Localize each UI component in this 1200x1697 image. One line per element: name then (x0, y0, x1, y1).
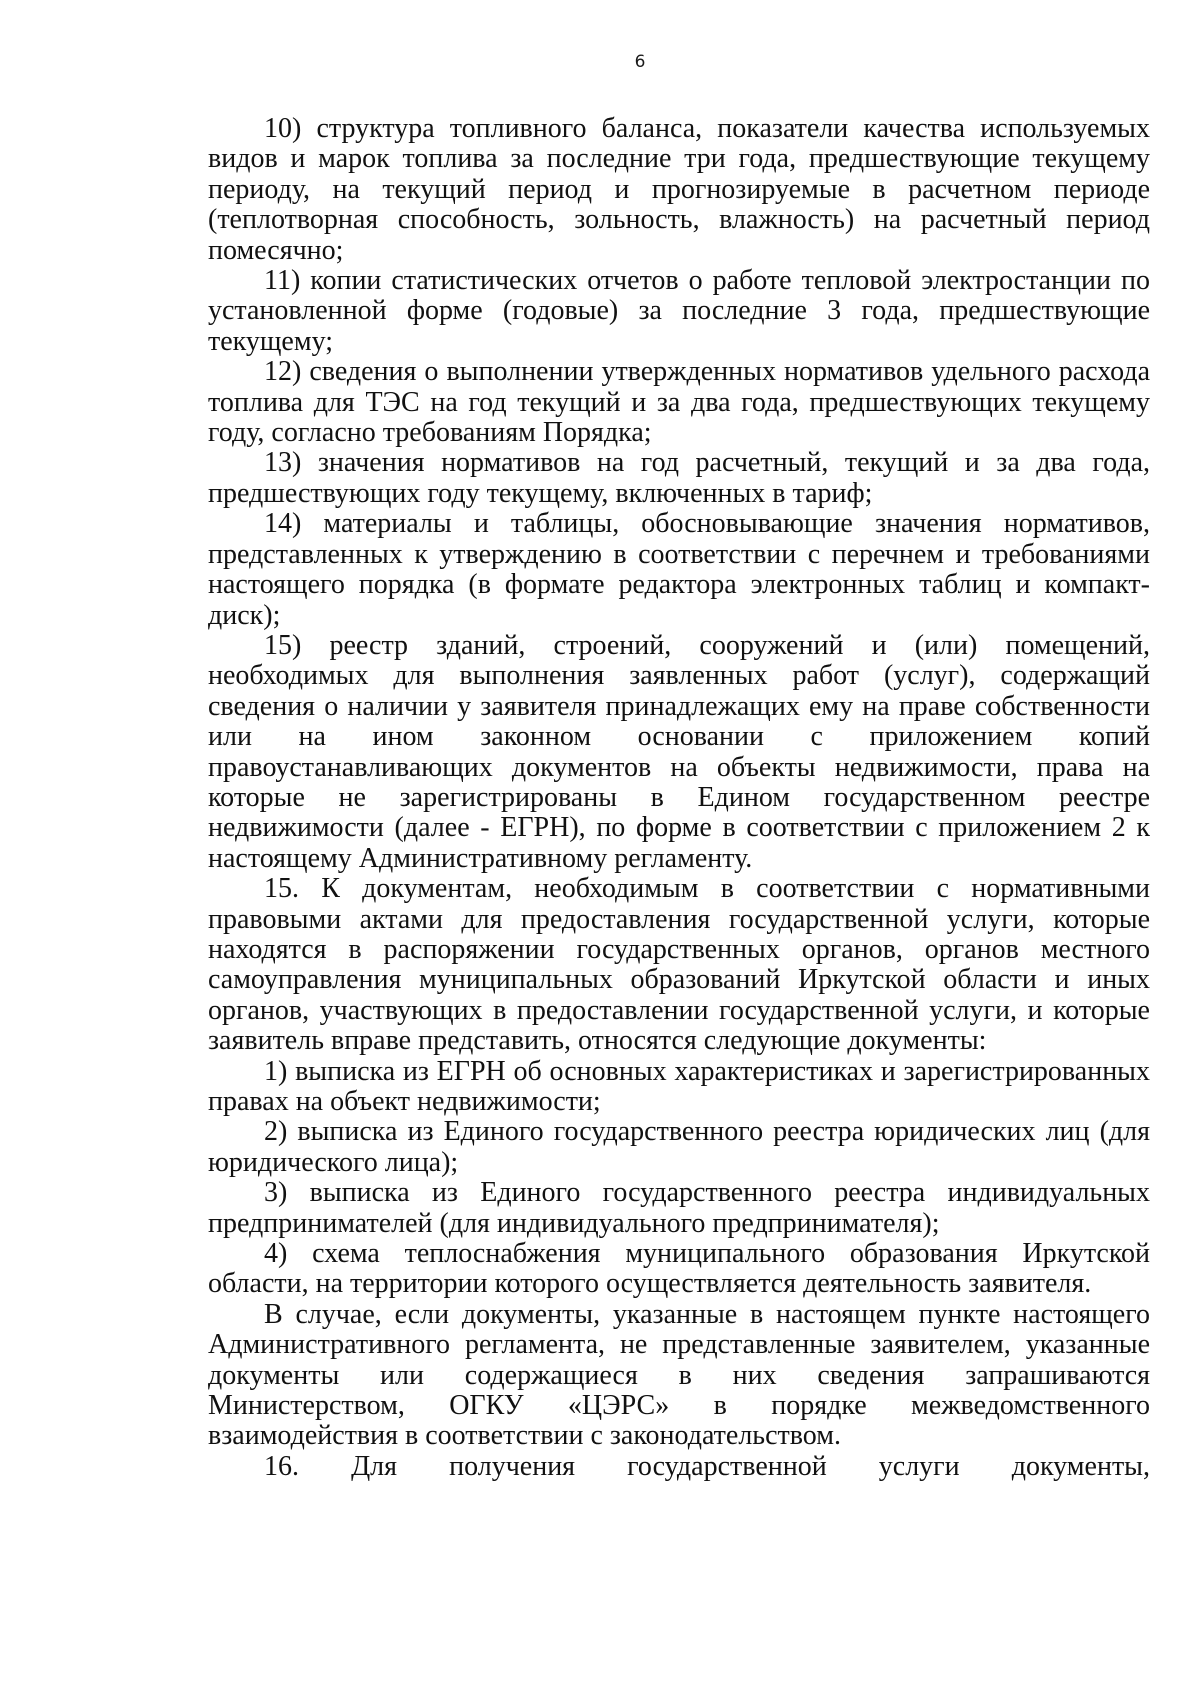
paragraph-subitem-4: 4) схема теплоснабжения муниципального образования Иркутской области, на территории которого осуществляется деятельность заявителя. (208, 1238, 1150, 1300)
paragraph-item-13: 13) значения нормативов на год расчетный, текущий и за два года, предшествующих году текущему, включенных в тариф; (208, 447, 1150, 509)
paragraph-item-12: 12) сведения о выполнении утвержденных нормативов удельного расхода топлива для ТЭС на год текущий и за два года, предшествующих текущему году, согласно требованиям Порядка; (208, 356, 1150, 449)
paragraph-subitem-2: 2) выписка из Единого государственного реестра юридических лиц (для юридического лица); (208, 1116, 1150, 1178)
paragraph-item-11: 11) копии статистических отчетов о работе тепловой электростанции по установленной форме (годовые) за последние 3 года, предшествующие текущему; (208, 265, 1150, 357)
paragraph-subitem-1: 1) выписка из ЕГРН об основных характеристиках и зарегистрированных правах на объект недвижимости; (208, 1055, 1150, 1117)
paragraph-item-10: 10) структура топливного баланса, показатели качества используемых видов и марок топлива за последние три года, предшествующие текущему периоду, на текущий период и прогнозируемые в расчетном периоде (теплотворная способность, зольность, влажность) на расчетный период помесячно; (208, 113, 1150, 266)
paragraph-interagency-request: В случае, если документы, указанные в настоящем пункте настоящего Административного регламента, не представленные заявителем, указанные документы или содержащиеся в них сведения запрашиваются Министерством, ОГКУ «ЦЭРС» в порядке межведомственного взаимодействия в соответствии с законодательством. (208, 1298, 1150, 1452)
document-body (208, 114, 1150, 1482)
page-number: 6 (634, 52, 646, 72)
paragraph-item-14: 14) материалы и таблицы, обосновывающие значения нормативов, представленных к утверждению в соответствии с перечнем и требованиями настоящего порядка (в формате редактора электронных таблиц и компакт-диск); (208, 508, 1150, 631)
paragraph-subitem-3: 3) выписка из Единого государственного реестра индивидуальных предпринимателей (для индивидуального предпринимателя); (208, 1177, 1150, 1239)
paragraph-clause-16: 16. Для получения государственной услуги документы, (264, 1450, 1150, 1482)
paragraph-clause-15: 15. К документам, необходимым в соответствии с нормативными правовыми актами для предоставления государственной услуги, которые находятся в распоряжении государственных органов, органов местного самоуправления муниципальных образований Иркутской области и иных органов, участвующих в предоставлении государственной услуги, и которые заявитель вправе представить, относятся следующие документы: (208, 873, 1150, 1057)
paragraph-item-15-registry: 15) реестр зданий, строений, сооружений и (или) помещений, необходимых для выполнения заявленных работ (услуг), содержащий сведения о наличии у заявителя принадлежащих ему на праве собственности или на ином законном основании с приложением копий правоустанавливающих документов на объекты недвижимости, права на которые не зарегистрированы в Едином государственном реестре недвижимости (далее - ЕГРН), по форме в соответствии с приложением 2 к настоящему Административному регламенту. (208, 629, 1150, 874)
